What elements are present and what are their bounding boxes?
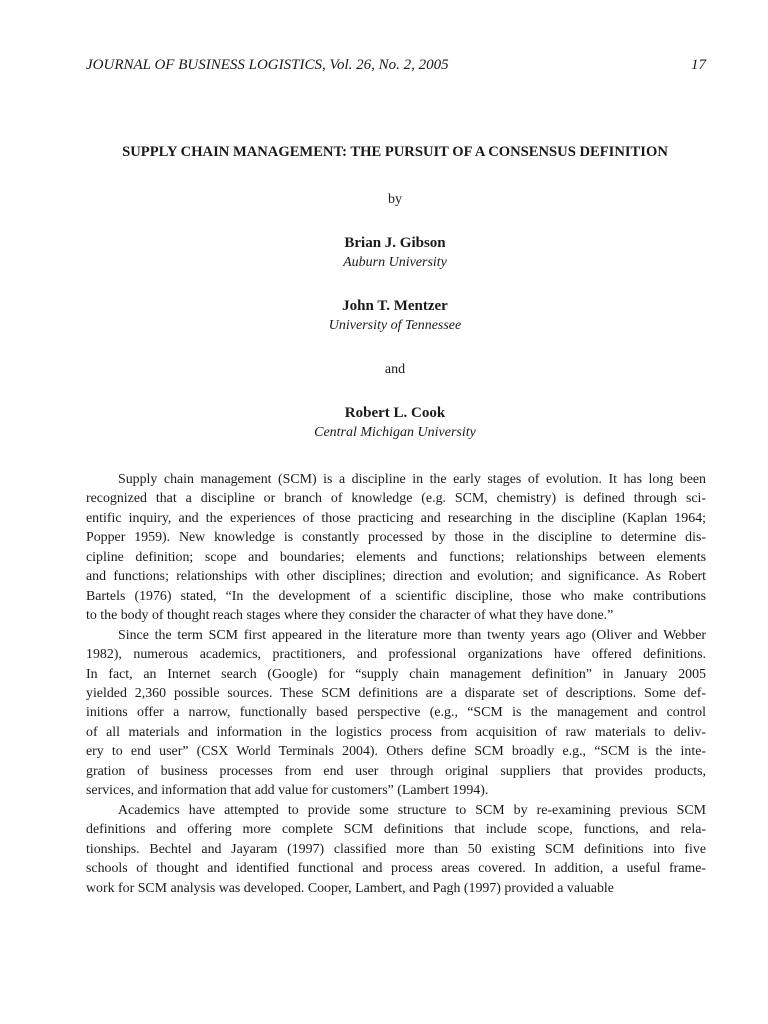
author-block — [86, 297, 704, 335]
paragraph-line: Since the term SCM first appeared in the literature more than twenty years ago (Oliver and Webber — [118, 627, 706, 643]
page-number: 17 — [691, 57, 706, 73]
paragraph-line: to the body of thought reach stages where they consider the character of what they have done.” — [86, 608, 614, 624]
body-paragraph — [86, 470, 706, 626]
byline-by: by — [388, 192, 402, 207]
body-paragraph — [86, 801, 706, 898]
paragraph-line: Popper 1959). New knowledge is constantly processed by those in the discipline to determine dis- — [86, 530, 706, 546]
paragraph-line: gration of business processes from end user through original suppliers that provides products, — [86, 763, 706, 779]
author-affiliation: University of Tennessee — [328, 318, 462, 333]
paragraph-line: Academics have attempted to provide some structure to SCM by re-examining previous SCM — [118, 802, 706, 818]
body-paragraph — [86, 626, 706, 801]
paragraph-line: Supply chain management (SCM) is a discipline in the early stages of evolution. It has long been — [118, 472, 706, 487]
paragraph-line: tionships. Bechtel and Jayaram (1997) classified more than 50 existing SCM definitions into five — [86, 841, 706, 857]
author-name: Brian J. Gibson — [344, 235, 446, 251]
paragraph-line: 1982), numerous academics, practitioners, and professional organizations have offered definitions. — [86, 647, 706, 663]
paragraph-line: entific inquiry, and the experiences of those practicing and researching in the discipline (Kaplan 1964; — [86, 510, 706, 526]
article-body — [86, 470, 706, 898]
paragraph-line: of all materials and information in the logistics process from acquisition of raw materials to deliv- — [86, 724, 706, 740]
paragraph-line: and functions; relationships with other disciplines; direction and evolution; and significance. As Robert — [86, 569, 706, 585]
paragraph-line: schools of thought and identified functional and process areas covered. In addition, a useful frame- — [86, 861, 706, 877]
author-name: Robert L. Cook — [344, 405, 446, 421]
paragraph-line: initions offer a narrow, functionally based perspective (e.g., “SCM is the management and control — [86, 705, 706, 721]
journal-citation: JOURNAL OF BUSINESS LOGISTICS, Vol. 26, No. 2, 2005 — [86, 57, 449, 73]
paragraph-line: definitions and offering more complete SCM definitions that include scope, functions, and rela- — [86, 822, 706, 838]
paragraph-line: Bartels (1976) stated, “In the development of a scientific discipline, those who make contributions — [86, 588, 706, 604]
paragraph-line: work for SCM analysis was developed. Cooper, Lambert, and Pagh (1997) provided a valuable — [86, 880, 614, 896]
paragraph-line: ery to end user” (CSX World Terminals 2004). Others define SCM broadly e.g., “SCM is the inte- — [86, 744, 706, 760]
running-head — [86, 56, 706, 74]
paragraph-line: yielded 2,360 possible sources. These SCM definitions are a disparate set of descriptions. Some def- — [86, 685, 706, 701]
author-affiliation: Auburn University — [343, 255, 447, 270]
author-block — [86, 234, 704, 272]
paragraph-line: cipline definition; scope and boundaries; elements and functions; relationships between elements — [86, 549, 706, 565]
author-name: John T. Mentzer — [342, 298, 448, 314]
paragraph-line: In fact, an Internet search (Google) for “supply chain management definition” in January 2005 — [86, 666, 706, 682]
paragraph-line: services, and information that add value for customers” (Lambert 1994). — [86, 783, 489, 799]
paragraph-line: recognized that a discipline or branch of knowledge (e.g. SCM, chemistry) is defined through sci- — [86, 491, 706, 507]
byline-and: and — [384, 362, 406, 377]
article-title: SUPPLY CHAIN MANAGEMENT: THE PURSUIT OF A CONSENSUS DEFINITION — [122, 144, 668, 160]
author-block — [86, 404, 704, 442]
author-affiliation: Central Michigan University — [314, 425, 476, 440]
